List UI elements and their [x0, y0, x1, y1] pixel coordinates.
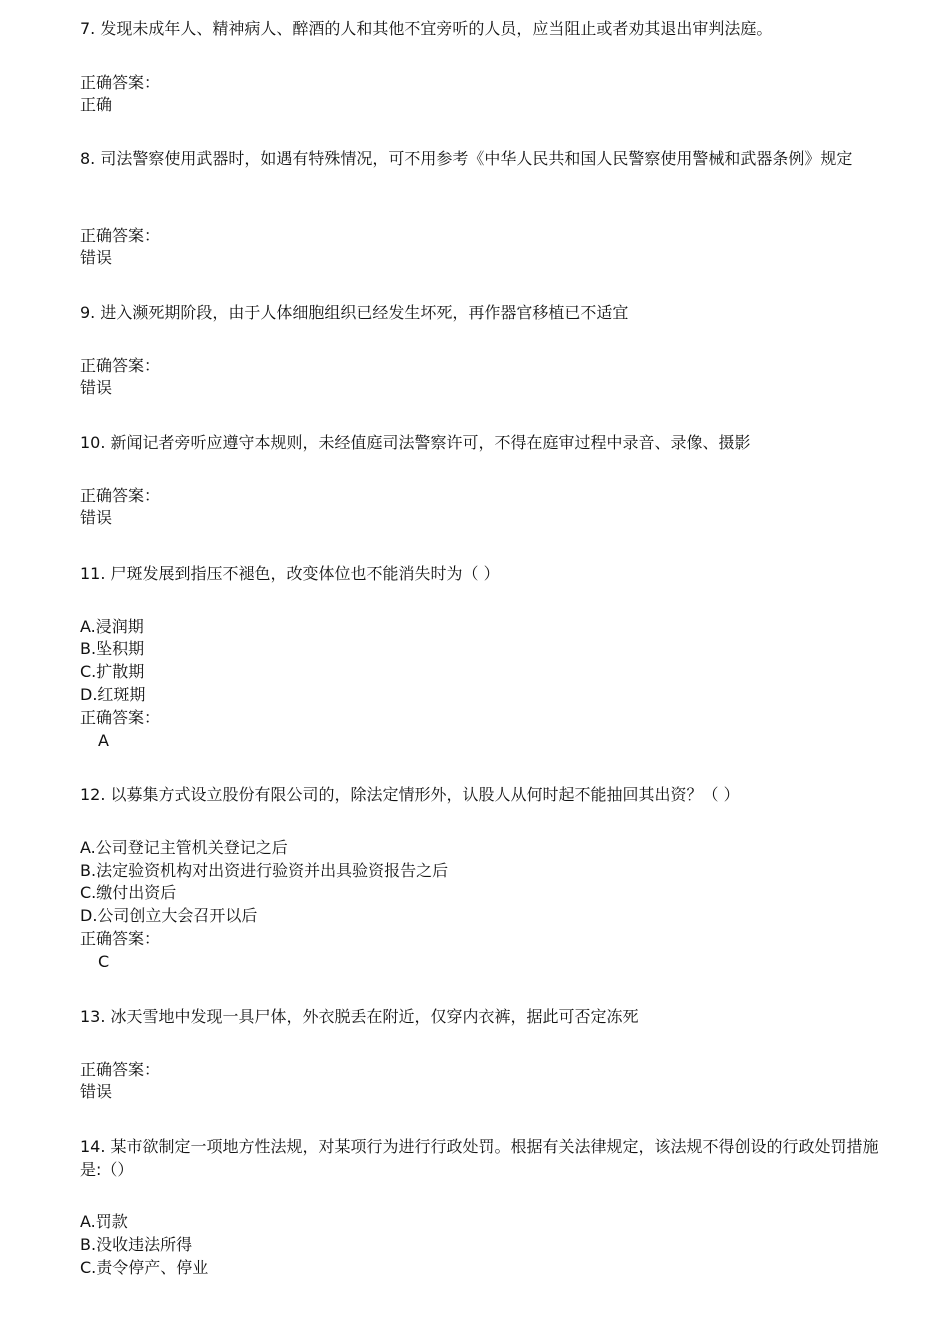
answer-label: 正确答案：	[80, 1060, 161, 1079]
option-d: D.红斑期	[80, 685, 146, 704]
answer-label: 正确答案：	[80, 73, 161, 92]
answer-value: 错误	[80, 248, 113, 267]
option-b: B.没收违法所得	[80, 1235, 193, 1254]
question-13-text: 13. 冰天雪地中发现一具尸体，外衣脱丢在附近，仅穿内衣裤，据此可否定冻死	[80, 1007, 639, 1026]
option-a: A.浸润期	[80, 617, 144, 636]
answer-value: 错误	[80, 378, 113, 397]
answer-label: 正确答案：	[80, 486, 161, 505]
question-12-text: 12. 以募集方式设立股份有限公司的，除法定情形外，认股人从何时起不能抽回其出资？（ ）	[80, 785, 740, 804]
answer-value: 错误	[80, 1082, 113, 1101]
option-c: C.责令停产、停业	[80, 1258, 209, 1277]
question-14-text: 14. 某市欲制定一项地方性法规，对某项行为进行行政处罚。根据有关法律规定，该法规不得创设的行政处罚措施是:（）	[80, 1137, 879, 1179]
question-10-text: 10. 新闻记者旁听应遵守本规则，未经值庭司法警察许可，不得在庭审过程中录音、录像、摄影	[80, 433, 751, 452]
answer-value: 错误	[80, 508, 113, 527]
question-11-text: 11. 尸斑发展到指压不褪色，改变体位也不能消失时为（ ）	[80, 564, 500, 583]
question-9-text: 9. 进入濒死期阶段，由于人体细胞组织已经发生坏死，再作器官移植已不适宜	[80, 303, 629, 322]
question-8-text: 8. 司法警察使用武器时，如遇有特殊情况，可不用参考《中华人民共和国人民警察使用警械和武器条例》规定	[80, 149, 853, 168]
option-b: B.法定验资机构对出资进行验资并出具验资报告之后	[80, 861, 449, 880]
answer-label: 正确答案：	[80, 929, 161, 948]
option-c: C.缴付出资后	[80, 883, 177, 902]
answer-value: A	[98, 731, 109, 750]
question-7-text: 7. 发现未成年人、精神病人、醉酒的人和其他不宜旁听的人员，应当阻止或者劝其退出审判法庭。	[80, 19, 773, 38]
answer-label: 正确答案：	[80, 226, 161, 245]
answer-value: C	[98, 952, 110, 971]
option-d: D.公司创立大会召开以后	[80, 906, 258, 925]
option-b: B.坠积期	[80, 639, 145, 658]
answer-value: 正确	[80, 95, 113, 114]
option-a: A.公司登记主管机关登记之后	[80, 838, 288, 857]
option-a: A.罚款	[80, 1212, 128, 1231]
option-c: C.扩散期	[80, 662, 145, 681]
answer-label: 正确答案：	[80, 356, 161, 375]
answer-label: 正确答案：	[80, 708, 161, 727]
